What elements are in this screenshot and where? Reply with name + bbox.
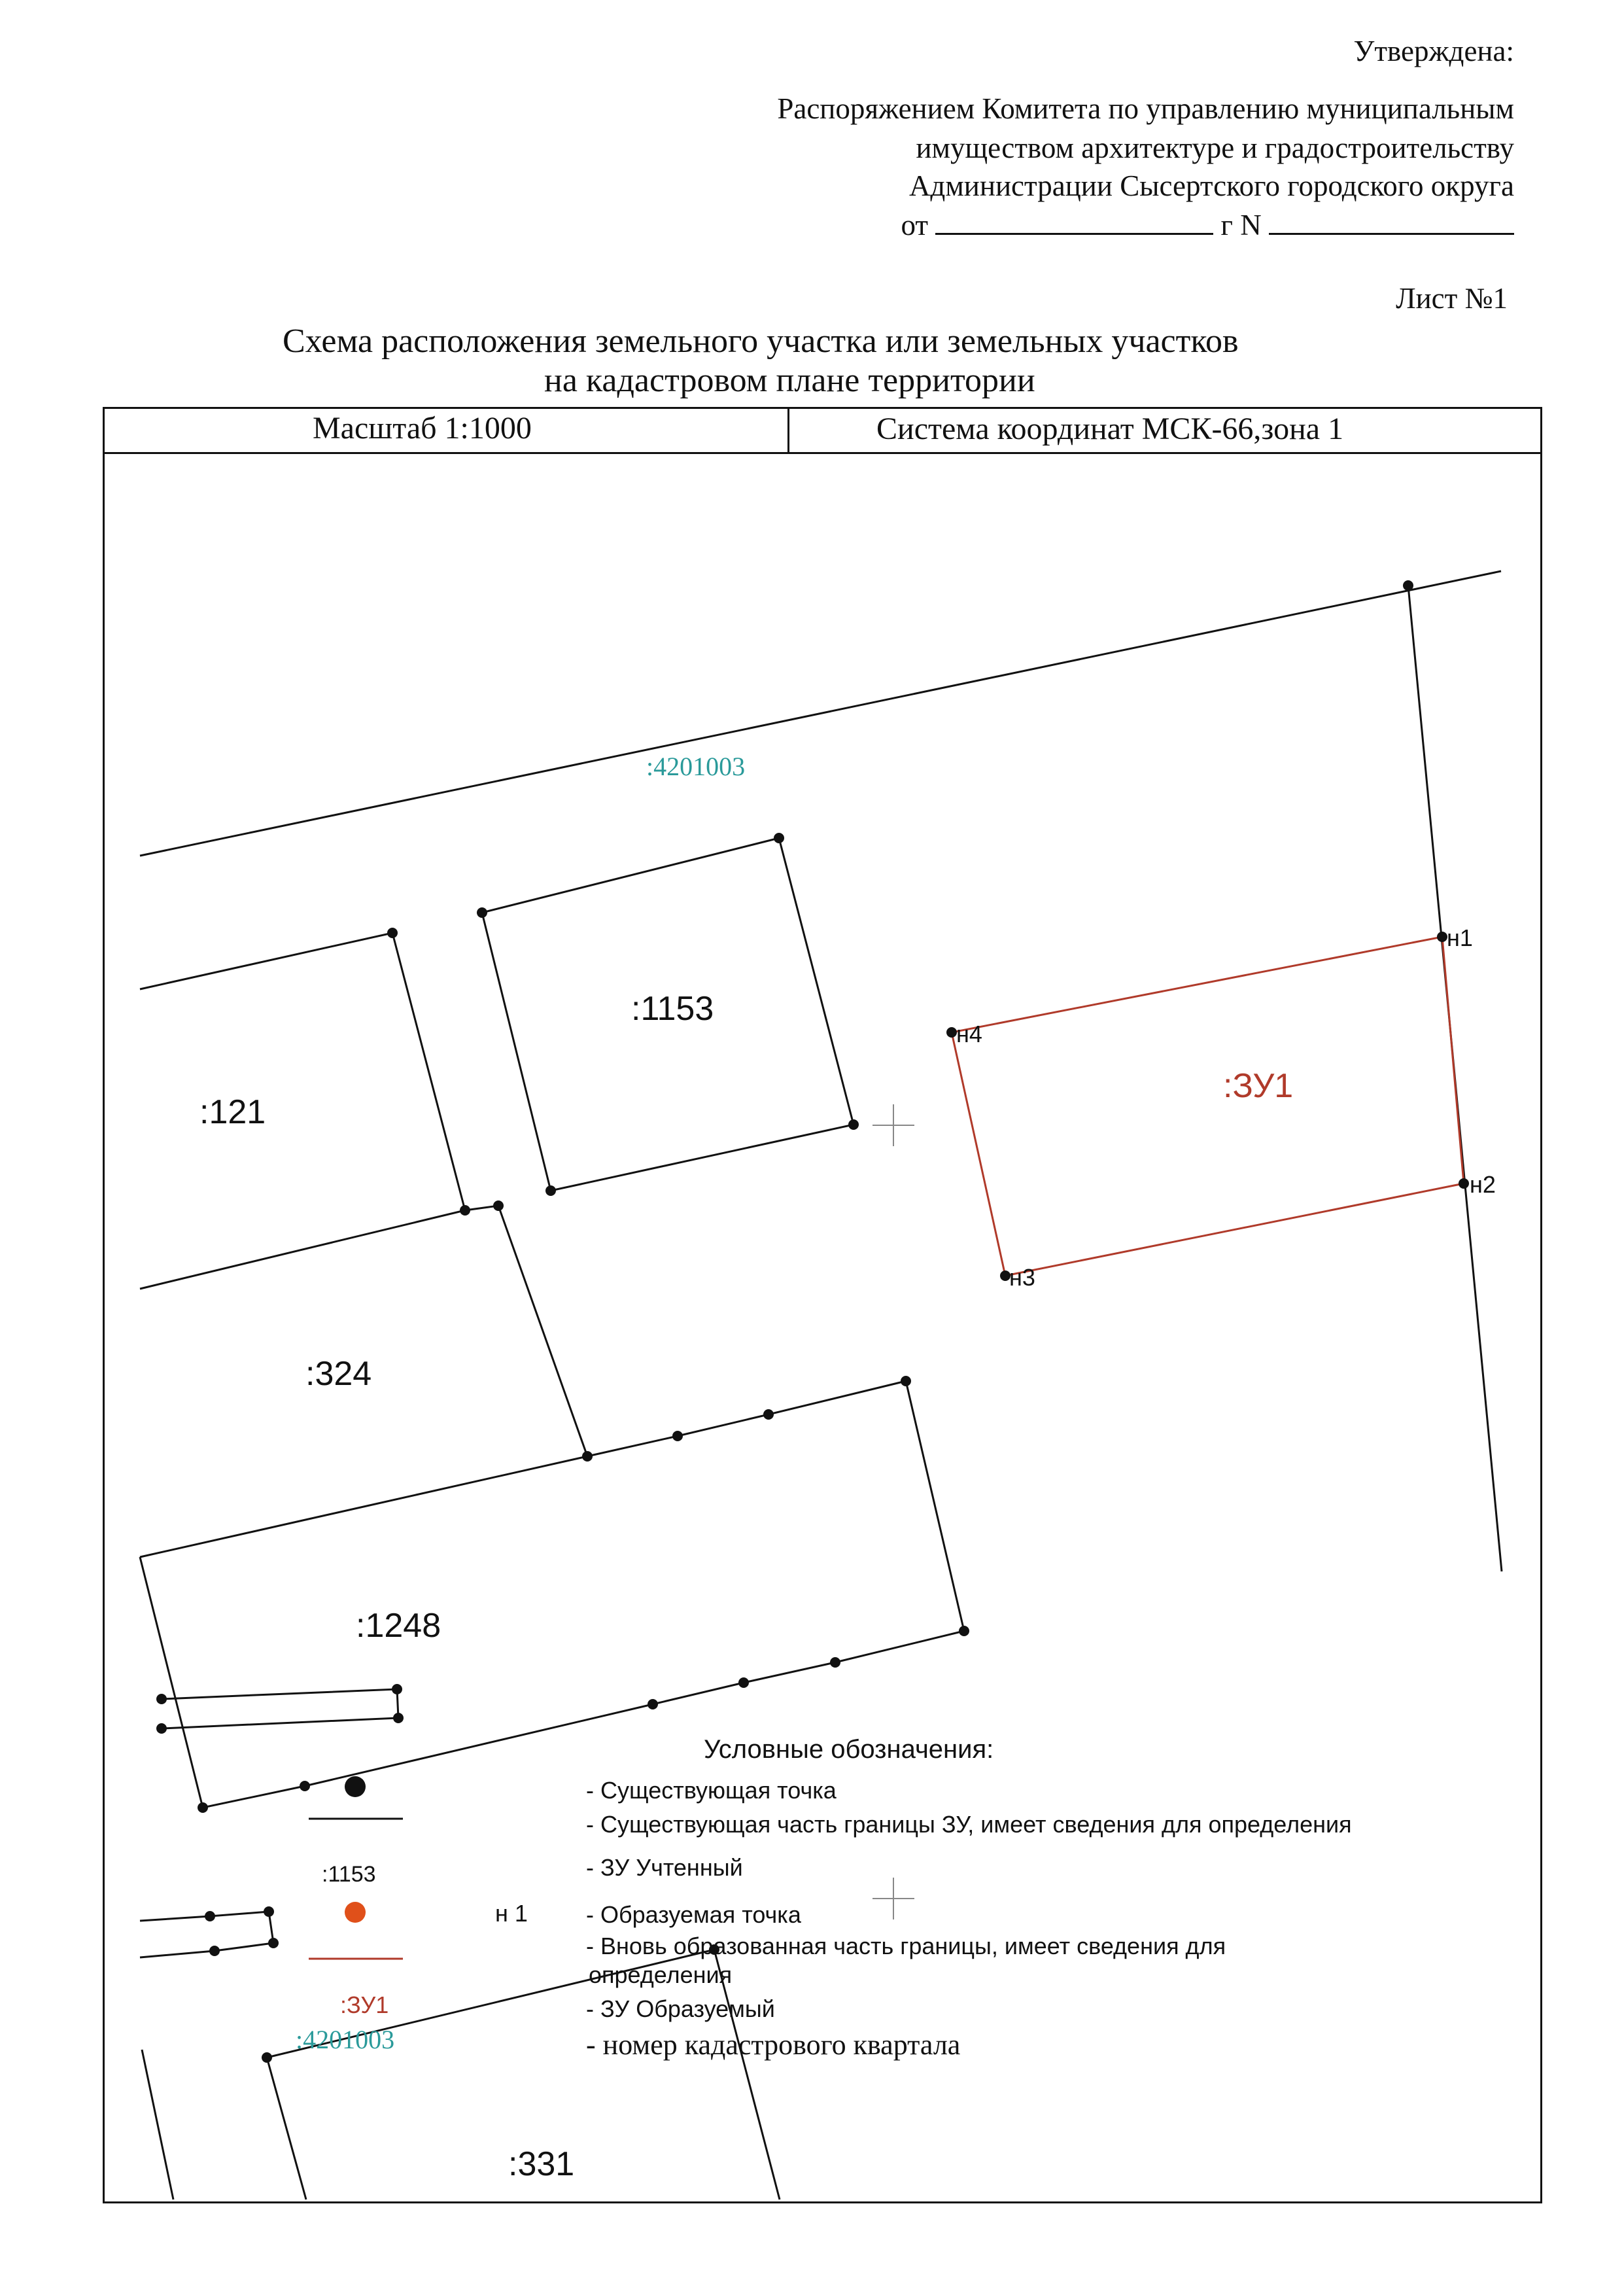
parcel-324-label: :324 (305, 1355, 372, 1393)
existing-point (156, 1694, 167, 1704)
existing-point (392, 1684, 402, 1694)
existing-point (262, 2052, 272, 2063)
number-label: г N (1220, 209, 1262, 241)
small-parcel-line-1 (162, 1689, 398, 1728)
approval-heading: Утверждена: (1353, 35, 1514, 67)
legend-new-point: - Образуемая точка (586, 1901, 801, 1928)
existing-point (763, 1409, 774, 1420)
existing-point (300, 1781, 310, 1791)
parcel-121-boundary (140, 933, 465, 1289)
point-label-n3: н3 (1009, 1264, 1035, 1291)
approval-line-3: Администрации Сысертского городского округа (908, 169, 1514, 202)
existing-point (672, 1431, 683, 1441)
crs-label: Система координат МСК-66,зона 1 (876, 412, 1344, 446)
approval-line-2: имуществом архитектуре и градостроительству (916, 131, 1514, 164)
existing-point (460, 1205, 470, 1216)
legend-sample-new-parcel: :ЗУ1 (340, 1991, 389, 2018)
scale-label: Масштаб 1:1000 (313, 411, 532, 446)
existing-point (738, 1677, 749, 1688)
existing-point (209, 1946, 220, 1956)
existing-point (959, 1626, 969, 1636)
legend-existing-boundary: - Существующая часть границы ЗУ, имеет сведения для определения (586, 1811, 1352, 1838)
point-label-n2: н2 (1470, 1171, 1496, 1198)
existing-point (582, 1451, 593, 1462)
parcel-331-left (267, 2058, 306, 2199)
new-point-n2 (1459, 1178, 1469, 1189)
far-left-line (142, 2050, 173, 2199)
quarter-boundary-line (140, 571, 1501, 856)
existing-point (393, 1713, 404, 1723)
legend-sample-quarter: :4201003 (296, 2025, 395, 2054)
parcel-1153-label: :1153 (631, 990, 714, 1028)
existing-point (848, 1119, 859, 1130)
legend-new-boundary-1: - Вновь образованная часть границы, имеет сведения для (586, 1933, 1226, 1959)
sheet-number: Лист №1 (1396, 282, 1508, 315)
parcel-121-label: :121 (199, 1093, 266, 1131)
legend-existing-point-sample (345, 1776, 366, 1797)
quarter-label: :4201003 (646, 752, 746, 781)
existing-point (1403, 580, 1413, 591)
existing-point (268, 1938, 279, 1948)
existing-point (477, 907, 487, 918)
point-label-n1: н1 (1447, 924, 1473, 951)
legend-new-parcel: - ЗУ Образуемый (586, 1995, 775, 2022)
legend-new-boundary-2: определения (589, 1961, 733, 1988)
existing-point (648, 1699, 658, 1709)
existing-point (156, 1723, 167, 1734)
legend-new-point-sample (345, 1902, 366, 1923)
legend-sample-parcel: :1153 (322, 1862, 376, 1887)
approval-line-1: Распоряжением Комитета по управлению муниципальным (777, 92, 1514, 125)
from-label: от (901, 209, 929, 241)
legend-registered-parcel: - ЗУ Учтенный (586, 1854, 743, 1881)
parcel-zu1-boundary (952, 937, 1464, 1276)
title-line-2: на кадастровом плане территории (544, 362, 1035, 399)
existing-point (198, 1802, 208, 1813)
legend-title: Условные обозначения: (704, 1735, 994, 1764)
parcel-324-boundary (465, 1206, 587, 1456)
legend-quarter-number: - номер кадастрового квартала (586, 2029, 961, 2061)
existing-point (774, 833, 784, 843)
existing-point (493, 1200, 504, 1211)
title-line-1: Схема расположения земельного участка или земельных участков (283, 323, 1239, 360)
existing-point (545, 1185, 556, 1196)
parcel-1248-label: :1248 (356, 1607, 441, 1645)
existing-point (205, 1911, 215, 1921)
point-label-n4: н4 (956, 1021, 982, 1047)
new-point-n4 (946, 1027, 957, 1038)
legend-existing-point: - Существующая точка (586, 1777, 837, 1804)
existing-point (901, 1376, 911, 1386)
new-point-n1 (1437, 932, 1447, 942)
parcel-331-label: :331 (508, 2145, 575, 2183)
legend-sample-point-label: н 1 (495, 1900, 528, 1927)
existing-point (264, 1906, 274, 1917)
existing-point (830, 1657, 840, 1668)
existing-point (387, 928, 398, 938)
parcel-zu1-label: :ЗУ1 (1223, 1067, 1294, 1105)
